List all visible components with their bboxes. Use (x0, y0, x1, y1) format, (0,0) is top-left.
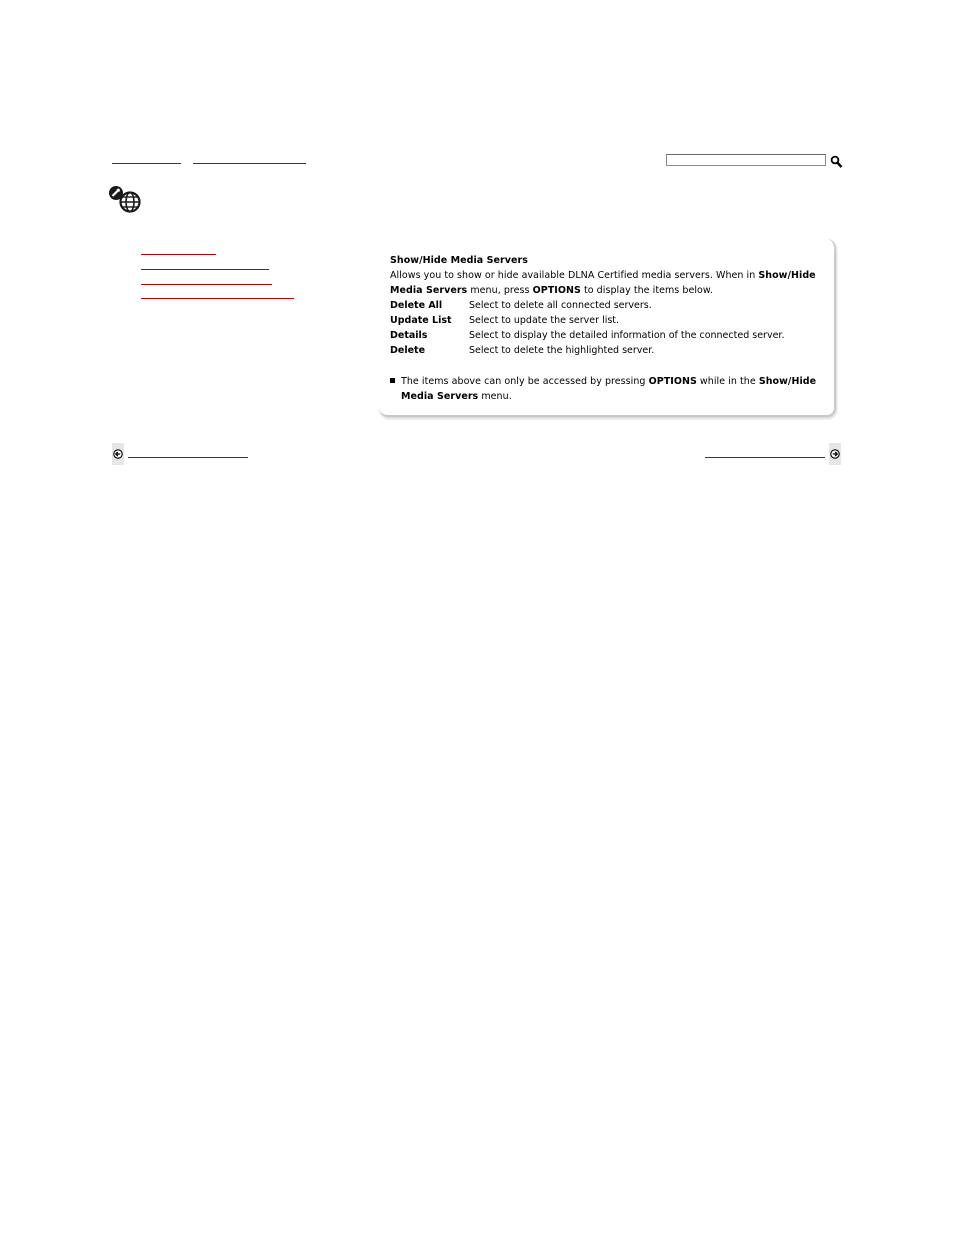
note-text: while in the (696, 376, 759, 387)
option-name-delete-all: Delete All (390, 300, 443, 311)
breadcrumb-link-1[interactable] (112, 163, 181, 164)
search-icon[interactable] (830, 153, 843, 166)
options-button-name: OPTIONS (532, 285, 581, 296)
previous-page-link[interactable] (128, 457, 248, 458)
menu-name: Show/Hide (758, 376, 817, 387)
note-bullet (390, 378, 395, 383)
menu-name: Show/Hide (758, 270, 816, 281)
content-panel (379, 239, 836, 417)
option-desc-update-list: Select to update the server list. (469, 315, 620, 326)
intro-text: Allows you to show or hide available DLNA Certified media servers. When in (390, 270, 759, 281)
panel-title: Show/Hide Media Servers (390, 255, 528, 266)
breadcrumb-link-2[interactable] (193, 163, 306, 164)
next-page-link[interactable] (705, 457, 825, 458)
arrow-left-icon[interactable] (112, 443, 124, 465)
intro-text: to display the items below. (580, 285, 713, 296)
topic-link-4[interactable] (141, 298, 294, 299)
option-desc-delete-all: Select to delete all connected servers. (469, 300, 652, 311)
option-name-details: Details (390, 330, 428, 341)
note-line-2 (401, 389, 512, 404)
option-desc-delete: Select to delete the highlighted server. (469, 345, 655, 356)
menu-name: Media Servers (390, 285, 468, 296)
intro-text: menu, press (467, 285, 533, 296)
intro-line-1 (390, 268, 816, 283)
note-text: menu. (478, 391, 512, 402)
note-line-1 (401, 374, 816, 389)
search-input[interactable] (666, 154, 826, 166)
option-name-delete: Delete (390, 345, 426, 356)
topic-link-3[interactable] (141, 284, 272, 285)
intro-line-2 (390, 283, 713, 298)
settings-network-icon (107, 185, 143, 213)
option-desc-details: Select to display the detailed information of the connected server. (469, 330, 785, 341)
options-button-name: OPTIONS (648, 376, 697, 387)
panel-corner (822, 239, 836, 253)
note-text: The items above can only be accessed by pressing (401, 376, 649, 387)
option-name-update-list: Update List (390, 315, 452, 326)
menu-name: Media Servers (401, 391, 479, 402)
topic-link-2[interactable] (141, 269, 269, 270)
topic-link-1[interactable] (141, 254, 216, 255)
arrow-right-icon[interactable] (829, 443, 841, 465)
